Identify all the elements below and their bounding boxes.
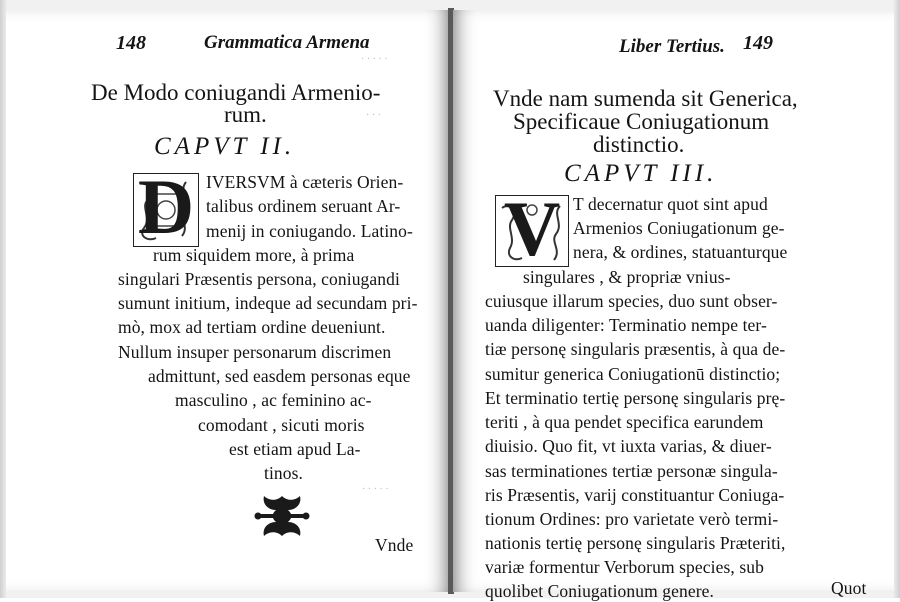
text-line: cuiusque illarum species, duo sunt obser-: [485, 291, 778, 311]
text-line: IVERSVM à cæteris Orien-: [206, 172, 404, 192]
text-line: ris Præsentis, varij constituantur Coniuga-: [485, 485, 785, 505]
text-line: nationis tertię personę singularis Præteriti,: [485, 533, 786, 553]
text-line: sumitur generica Coniugationū distinctio;: [485, 364, 781, 384]
text-line: tiæ personę singularis præsentis, à qua de-: [485, 339, 786, 359]
text-line: quolibet Coniugationum genere.: [485, 581, 714, 601]
text-line: comodant , sicuti moris: [198, 415, 365, 435]
drop-cap: [495, 195, 569, 267]
chapter-title-line-2: Specificaue Coniugationum: [513, 109, 770, 134]
chapter-caput: CAPVT III.: [564, 160, 718, 187]
bleed-through-text: · · · · ·: [362, 484, 389, 495]
text-line: mò, mox ad tertiam ordine deueniunt.: [118, 317, 386, 337]
bleed-through-text: · · ·: [366, 110, 381, 121]
text-line: Armenios Coniugationum ge-: [573, 218, 785, 238]
chapter-title-line-3: distinctio.: [593, 132, 685, 157]
text-line: talibus ordinem seruant Ar-: [206, 196, 401, 216]
text-line: Et terminatio tertię personę singularis prę-: [485, 388, 786, 408]
left-page-number: 148: [116, 32, 146, 54]
left-page: [6, 10, 449, 592]
drop-cap-letter: V: [503, 195, 561, 267]
text-line: nera, & ordines, statuanturque: [573, 242, 788, 262]
text-line: singulari Præsentis persona, coniugandi: [118, 269, 400, 289]
text-line: uanda diligenter: Terminatio nempe ter-: [485, 315, 767, 335]
text-line: tionum Ordines: pro varietate verò termi-: [485, 509, 779, 529]
chapter-title-line-1: Vnde nam sumenda sit Generica,: [493, 86, 798, 111]
text-line: sumunt initium, indeque ad secundam pri-: [118, 293, 418, 313]
text-line: est etiam apud La-: [229, 439, 361, 459]
chapter-title-line-1: De Modo coniugandi Armenio-: [91, 80, 381, 105]
text-line: diuisio. Quo fit, vt iuxta varias, & diuer-: [485, 436, 772, 456]
text-line: masculino , ac feminino ac-: [175, 390, 372, 410]
chapter-caput: CAPVT II.: [154, 133, 296, 160]
text-line: singulares , & propriæ vnius-: [523, 267, 731, 287]
text-line: T decernatur quot sint apud: [573, 194, 768, 214]
fleuron-ornament-icon: [254, 492, 310, 540]
catchword: Vnde: [375, 535, 414, 555]
right-running-title: Liber Tertius.: [619, 36, 725, 57]
drop-cap: [133, 173, 199, 247]
text-line: tinos.: [264, 463, 304, 483]
catchword: Quot: [831, 578, 867, 598]
text-line: variæ formentur Verborum species, sub: [485, 557, 764, 577]
text-line: sas terminationes tertiæ personæ singula-: [485, 461, 778, 481]
text-line: Nullum insuper personarum discrimen: [118, 342, 392, 362]
chapter-title-line-2: rum.: [224, 102, 267, 127]
text-line: teriti , à qua pendet specifica earundem: [485, 412, 764, 432]
left-running-title: Grammatica Armena: [204, 32, 370, 53]
text-line: menij in coniugando. Latino-: [206, 221, 413, 241]
drop-cap-letter: D: [137, 173, 195, 247]
text-line: admittunt, sed easdem personas eque: [148, 366, 411, 386]
text-line: rum siquidem more, à prima: [153, 245, 355, 265]
bleed-through-text: · · · · ·: [361, 54, 388, 65]
right-page-number: 149: [743, 32, 773, 54]
right-page: [453, 10, 894, 601]
